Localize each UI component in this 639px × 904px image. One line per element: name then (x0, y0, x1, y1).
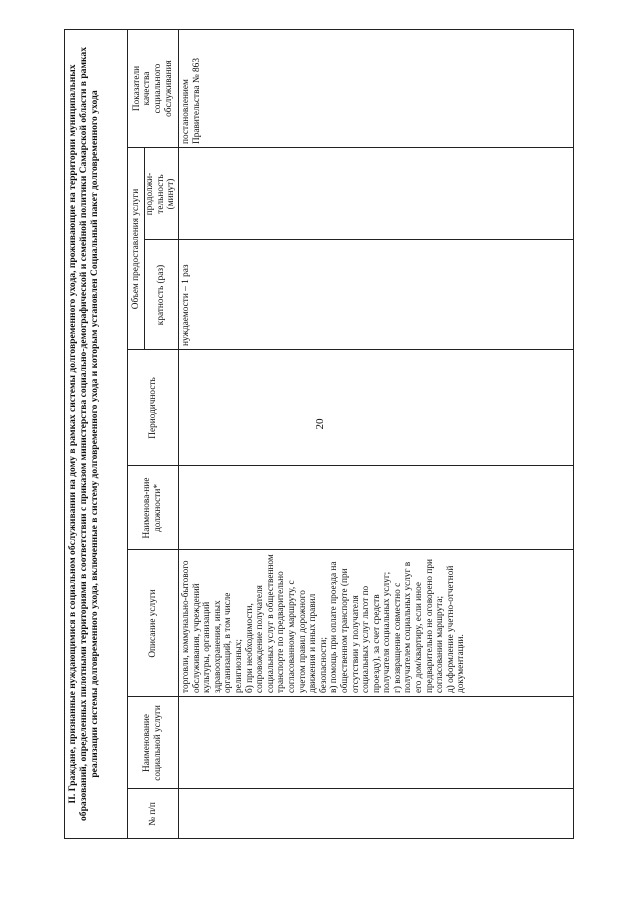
header-quality: Показатели качества социального обслуживания (131, 60, 174, 117)
cell-position (179, 466, 574, 550)
page-number: 20 (314, 418, 326, 430)
header-periodicity: Периодичность (147, 377, 158, 439)
header-num: № п/п (147, 802, 158, 826)
document-sheet (64, 29, 574, 839)
header-volume: Объем предоставления услуги (130, 188, 141, 310)
header-position: Наименова-ние должности* (142, 477, 163, 539)
header-duration: продолжи-тельность (минут) (145, 172, 177, 216)
cell-quality: постановлением Правительства № 863 (181, 58, 202, 144)
cell-duration (179, 148, 574, 240)
cell-description: торговли, коммунально-бытового обслуживания, учреждений культуры, организаций здравоохранения, иных организаций, в том числе религиозных; б) при необходимости, сопровождение получателя социальных услуг в общественном транспорте по предварительно согласованному маршруту, с учетом правил дорожного движения и иных правил безопасности; в) помощь при оплате проезда на общественном транспорте (при отсутствии у получателя социальных услуг льгот по проезду), за счет средств получателя социальных услуг; г) возвращение совместно с получателем социальных услуг в его дом/квартиру, если иное предварительно не оговорено при согласовании маршрута; д) оформление учетно-отчетной документации. (181, 554, 467, 693)
header-description: Описание услуги (147, 589, 158, 658)
header-service-name: Наименование социальной услуги (142, 705, 163, 781)
cell-multiplicity: нуждаемости – 1 раз (181, 264, 191, 346)
cell-periodicity (179, 350, 574, 466)
cell-num (179, 789, 574, 839)
cell-service-name (179, 697, 574, 789)
header-multiplicity: кратность (раз) (155, 264, 166, 326)
section-heading: II. Граждане, признанные нуждающимися в социальном обслуживании на дому в рамках системы долговременного ухода, проживающие на территории муниципальных образований, определенных пилотными территориями в соответствии с приказом министерства социально-демографической и семейной политики Самарской области в рамках реализации системы долговременного ухода, включенные в систему долговременного ухода и которым установлен Социальный пакет долговременного ухода (64, 29, 128, 839)
